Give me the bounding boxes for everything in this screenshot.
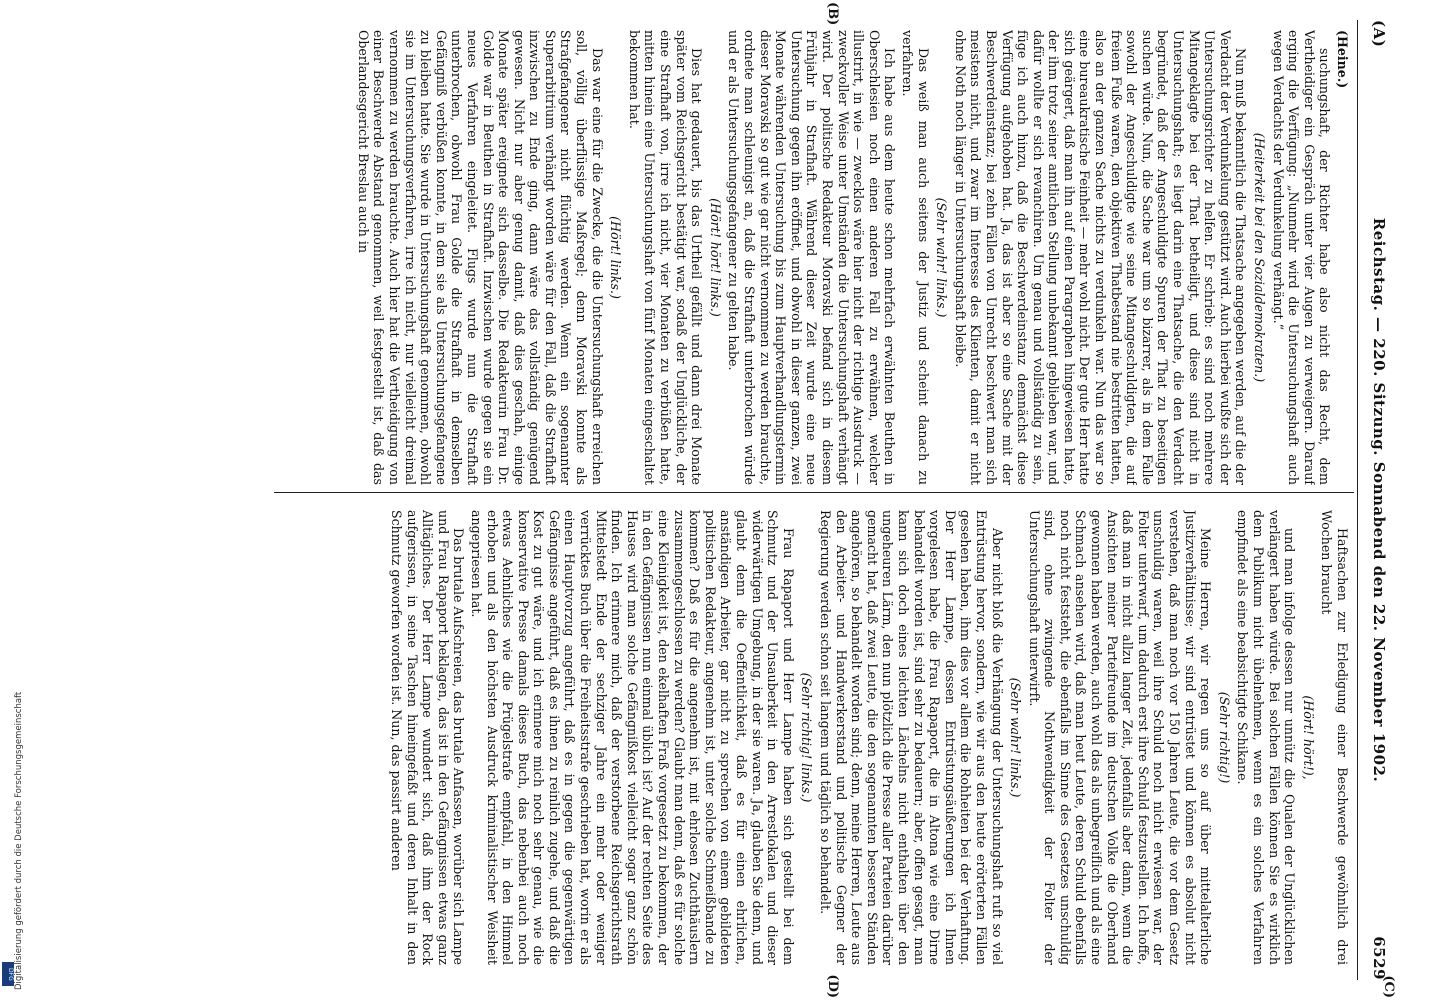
- paragraph: suchungshaft, der Richter habe also nicht das Recht, dem Vertheidiger ein Gespräch unter vier Augen zu verweigern. Darauf erging die Verfügung: „Nunmehr wird die Untersuchungshaft auch wegen Verdachts der Verdunkelung verhängt.“: [1270, 30, 1333, 485]
- paragraph: Frau Rapaport und Herr Lampe haben sich gestellt bei dem Schmutz und der Unsauberkeit in den Arrestlokalen und dieser widerwärtigen Umgebung, in der sie waren. Ja, glauben Sie denn, und glaubt denn die Oeffentlichkeit, daß es für einen ehrlichen, anständigen Arbeiter, gar nicht zu sprechen von einem gebildeten politischen Redakteur, angenehm ist, unter solche Schmeißbande zu kommen? Daß es für die angenehm ist, mit ehrlosen Zuchthäuslern zusammengeschlossen zu werden? Glaubt man denn, daß es für solche eine Kleinigkeit ist, den ekelhaften Fraß vorgesetzt zu bekommen, der in den Gefängnissen nun einmal üblich ist? Auf der rechten Seite des Hauses wird man solche Gefängnißkost vielleicht sogar ganz schön finden. Ich erinnere mich, daß der verstorbene Reichsgerichtsrath Mittelstedt Ende der sechziger Jahre ein mehr oder weniger verrücktes Buch über die Freiheitsstrafe geschrieben hat, worin er als einen Hauptvorzug angeführt, daß es in gegen die gegenwärtigen Gefängnisse angeführt, daß es ihnen zu reinlich zugehe, und daß die Kost zu gut wäre, und ich erinnere mich noch sehr genau, wie die konservative Presse damals dieses Buch, das nebenbei auch noch etwas Aehnliches wie die Prügelstrafe empfahl, in den Himmel erhoben und als den höchsten Ausdruck kriminalistischer Weisheit angepriesen hat.: [468, 510, 796, 965]
- interjection: (Sehr wahr! links.): [1008, 677, 1024, 798]
- paragraph: Das war eine für die Zwecke, die die Untersuchungshaft erreichen soll, völlig überflüssige Maßregel; denn Moravski konnte als Strafgefangener nicht flüchtig werden. Wenn ein sogenannter Superarbitrium verhängt worden wäre für den Fall, daß die Strafhaft inzwischen zu Ende ging, dann wäre das vollständig genügend gewesen. Nicht nur aber genug damit, daß dies geschah, einige Monate später ereignete sich dasselbe. Die Redakteurin Frau Dr. Golde war in Beuthen in Strafhaft. Inzwischen wurde gegen sie ein neues Verfahren eingeleitet. Flugs wurde nun die Strafhaft unterbrochen, obwohl Frau Golde die Strafhaft in demselben Gefängniß verbüßen konnte, in dem sie als Untersuchungsgefangene zu bleiben hatte. Sie wurde in Untersuchungshaft genommen, obwohl sie im Untersuchungsverfahren, irre ich nicht, nur vielleicht dreimal vernommen zu werden brauchte. Auch hier hat die Vertheidigung von einer Beschwerde Abstand genommen, weil festgestellt ist, daß das Oberlandesgericht Breslau auch in: [355, 30, 605, 485]
- paragraph: Dies hat gedauert, bis das Urtheil gefällt und dann drei Monate später vom Reichsgericht bestätigt war, sodaß der Unglückliche, der eine Strafhaft von, irre ich nicht, vier Monaten zu verbüßen hatte, mitten hinein eine Untersuchungshaft von fünf Monaten eingeschaltet bekommen hat.: [626, 30, 705, 485]
- paragraph: Das weiß man auch seitens der Justiz und scheint danach zu verfahren.: [899, 30, 931, 485]
- margin-letter-b: (B): [825, 2, 840, 26]
- column-divider: [274, 492, 1354, 493]
- paragraph: Das brutale Aufschreien, das brutale Anfassen, worüber sich Lampe und Frau Rapaport beklagen, das ist in den Gefängnissen etwas ganz Alltägliches. Der Herr Lampe wundert sich, daß ihm der Rock aufgerissen, in seine Taschen hineingefaßt und deren Inhalt in den Schmutz geworfen worden ist. Nun, das passirt anderen: [388, 510, 467, 965]
- paragraph: Ich habe aus dem heute schon mehrfach erwähnten Beuthen in Oberschlesien noch einen anderen Fall zu erwähnen, welcher illustrirt, in wie — zwecklos wäre hier nicht der richtige Ausdruck — zweckvoller Weise unter Umständen die Untersuchungshaft verhängt wird. Der politische Redakteur Moravski befand sich in diesem Frühjahr in Strafhaft. Während dieser Zeit wurde eine neue Untersuchung gegen ihn eröffnet, und obwohl in dieser ganzen, zwei Monate währenden Untersuchung bis zum Hauptverhandlungstermin dieser Moravski so gut wie gar nicht vernommen zu werden brauchte, ordnete man schleunigst an, daß die Strafhaft unterbrochen würde und er als Untersuchungsgefangener zu gelten habe.: [726, 30, 898, 485]
- paragraph: und man infolge dessen nur unnütz die Qualen der Unglücklichen verlängert haben würde. Bei solchen Fällen können Sie es wirklich dem Publikum nicht übelnehmen, wenn es ein solches Verfahren empfindet als eine beabsichtigte Schikane.: [1235, 510, 1298, 965]
- text-column-right: [290, 510, 1350, 965]
- column-right-body: [388, 510, 1350, 965]
- margin-letter-d: (D): [825, 974, 840, 998]
- footer-credit: [2, 600, 24, 990]
- interjection: (Hört! hört!),: [1300, 695, 1316, 780]
- header-title: Reichstag. — 220. Sitzung. Sonnabend den 22. November 1902.: [1370, 217, 1388, 783]
- header-rule: [1357, 20, 1358, 980]
- page-number: 6529: [1370, 936, 1388, 980]
- interjection: (Hört! links.): [608, 216, 624, 299]
- paragraph: Aber nicht bloß die Verhängung der Untersuchungshaft ruft so viel Entrüstung hervor, sondern, wie wir aus den heute erörterten Fällen gesehen haben, ihm dies vor allem die Rohheiten bei der Verhaftung. Der Herr Lampe, dessen Entrüstungsäußerungen ich Ihnen vorgelesen habe, die Frau Rapaport, die in Altona wie eine Dirne behandelt worden ist, sind sehr zu bedauern; aber, offen gesagt, man kann sich doch eines leichten Lächelns nicht enthalten über den ungeheuren Lärm, den nun plötzlich die Presse aller Parteien darüber gemacht hat, daß zwei Leute, die den sogenannten besseren Ständen angehören, so behandelt worden sind; denn, meine Herren, Leute aus den Arbeiter- und Handwerkerstand und politische Gegner der Regierung werden schon seit langem und täglich so behandelt.: [818, 510, 1005, 965]
- page-header: [1358, 20, 1392, 980]
- paragraph: Haftsachen zur Erledigung einer Beschwerde gewöhnlich drei Wochen braucht: [1319, 510, 1350, 965]
- interjection: (Sehr richtig!): [1216, 691, 1232, 784]
- dfg-logo: DFG: [2, 962, 14, 986]
- rotated-page-content: [40, 0, 1400, 1000]
- speaker-name: (Heine.): [1335, 30, 1350, 89]
- interjection: (Sehr richtig! links.): [799, 672, 815, 803]
- margin-letter-a: (A): [1370, 20, 1388, 48]
- interjection: (Sehr wahr! links.): [934, 197, 950, 318]
- interjection: (Hört! hört! links.): [707, 198, 723, 317]
- paragraph: Meine Herren, wir regen uns so auf über mittelalterliche Justizverhältnisse; wir sind entrüstet und können es absolut nicht verstehen, daß man noch vor 150 Jahren Leute, die vor dem Gesetz unschuldig waren, weil ihre Schuld noch nicht erwiesen war, der Folter unterwarf, um dadurch erst ihre Schuld festzustellen. Ich hoffe, daß man in nicht allzu langer Zeit, jedenfalls aber dann, wenn die Ansichten meiner Parteifreunde im deutschen Volke die Oberhand gewonnen haben werden, auch wohl das als unbegreiflich und als eine Schmach ansehen wird, daß man heut Leute, deren Schuld ebenfalls noch nicht feststeht, die ebenfalls im Sinne des Gesetzes unschuldig sind, ohne zwingende Nothwendigkeit der Folter der Untersuchungshaft unterwirft.: [1026, 510, 1214, 965]
- paragraph: Nun muß bekanntlich die Thatsache angegeben werden, auf die der Verdacht der Verdunkelung gestützt wird. Auch hierbei wußte sich der Untersuchungsrichter zu helfen. Er schrieb: es sind noch mehrere Mitangeklagte bei der That betheiligt, und diese sind nicht in Untersuchungshaft; es liegt darin eine Thatsache, die den Verdacht begründet, daß der Angeschuldigte Spuren der That zu beseitigen suchen würde. Nun, die Sache war um so bizarrer, als in dem Falle sowohl der Angeschuldigte wie seine Mitangeschuldigten, die auf freiem Fuße waren, den objektiven Thatbestand nie bestritten hatten, also an der ganzen Sache nichts zu verdunkeln war. Nun das war so eine bureaukratische Feinheit — mehr wohl nicht. Der gute Herr hatte sich geärgert, daß man ihn auf einen Paragraphen hingewiesen hatte, der ihm trotz seiner amtlichen Stellung unbekannt geblieben war, und dafür wollte er sich revanchiren. Um genau und vollständig zu sein, füge ich auch hinzu, daß die Beschwerdeinstanz demnächst diese Verfügung aufgehoben hat. Ja, das ist aber so eine Sache mit der Beschwerdeinstanz; bei zehn Fällen von Unrecht beschwert man sich meistens nicht, und zwar im Interesse des Klienten, damit er nicht ohne Noth noch länger in Untersuchungshaft bleibe.: [952, 30, 1249, 485]
- margin-letter-c: (C): [1381, 975, 1396, 998]
- column-left-body: [355, 30, 1332, 485]
- interjection: (Heiterkeit bei den Sozialdemokraten.): [1252, 132, 1268, 383]
- footer-credit-text: Digitalisierung gefördert durch die Deutsche Forschungsgemeinschaft: [14, 691, 24, 990]
- text-column-left: [290, 30, 1350, 485]
